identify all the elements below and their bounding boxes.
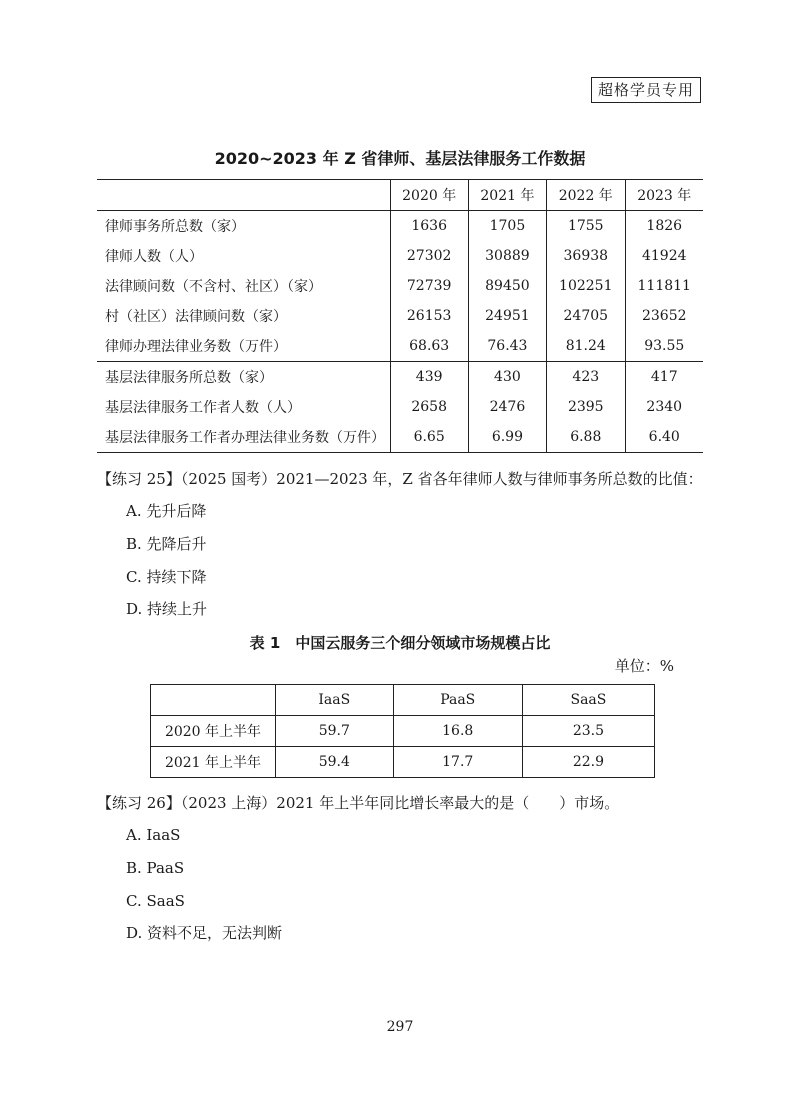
cell: 417 — [625, 362, 703, 393]
cell: 6.99 — [468, 422, 546, 453]
col-header: SaaS — [522, 685, 654, 716]
table1-title: 2020~2023 年 Z 省律师、基层法律服务工作数据 — [214, 149, 586, 168]
table-row — [97, 422, 703, 453]
cell: 22.9 — [522, 747, 654, 778]
cell: 1636 — [390, 211, 468, 242]
cell: 439 — [390, 362, 468, 393]
col-header: 2020 年 — [390, 180, 468, 211]
table-row — [97, 301, 703, 331]
cell: 24951 — [468, 301, 546, 331]
cell: 2658 — [390, 392, 468, 422]
cell: 6.40 — [625, 422, 703, 453]
cell: 81.24 — [547, 331, 625, 362]
table-row — [97, 241, 703, 271]
cell: 423 — [547, 362, 625, 393]
q26-option-c[interactable]: C. SaaS — [126, 892, 185, 910]
cell: 111811 — [625, 271, 703, 301]
row-label: 2021 年上半年 — [151, 747, 276, 778]
table-row — [97, 362, 703, 393]
cell: 102251 — [547, 271, 625, 301]
col-header: IaaS — [276, 685, 394, 716]
header-blank — [97, 180, 390, 211]
q26-option-a[interactable]: A. IaaS — [126, 826, 181, 844]
cell: 41924 — [625, 241, 703, 271]
header-blank — [151, 685, 276, 716]
cell: 430 — [468, 362, 546, 393]
table-row — [151, 716, 655, 747]
cell: 76.43 — [468, 331, 546, 362]
page-number: 297 — [386, 1019, 414, 1035]
cell: 59.7 — [276, 716, 394, 747]
col-header: 2022 年 — [547, 180, 625, 211]
row-label: 律师事务所总数（家） — [105, 219, 245, 235]
q25-option-a[interactable]: A. 先升后降 — [126, 502, 207, 520]
table-row — [97, 331, 703, 362]
cell: 1826 — [625, 211, 703, 242]
col-header: PaaS — [393, 685, 522, 716]
cell: 59.4 — [276, 747, 394, 778]
question-26-stem: 【练习 26】（2023 上海）2021 年上半年同比增长率最大的是（ ）市场。 — [97, 794, 620, 812]
row-label: 基层法律服务工作者办理法律业务数（万件） — [97, 422, 390, 453]
table-row — [151, 747, 655, 778]
cell: 2476 — [468, 392, 546, 422]
student-only-badge: 超格学员专用 — [591, 77, 701, 103]
cell: 1755 — [547, 211, 625, 242]
table-row — [97, 211, 703, 242]
cell: 26153 — [390, 301, 468, 331]
cell: 89450 — [468, 271, 546, 301]
table2-title: 表 1 中国云服务三个细分领域市场规模占比 — [249, 634, 551, 652]
col-header: 2023 年 — [625, 180, 703, 211]
table-header-row — [97, 180, 703, 211]
question-25-stem: 【练习 25】（2025 国考）2021—2023 年，Z 省各年律师人数与律师事务所总数的比值： — [97, 470, 703, 488]
row-label: 律师人数（人） — [105, 249, 203, 265]
cell: 24705 — [547, 301, 625, 331]
table2-unit: 单位：% — [614, 657, 674, 675]
row-label: 村（社区）法律顾问数（家） — [105, 309, 287, 325]
q25-option-b[interactable]: B. 先降后升 — [126, 535, 207, 553]
q26-option-d[interactable]: D. 资料不足，无法判断 — [126, 924, 283, 942]
row-label: 基层法律服务所总数（家） — [97, 362, 390, 393]
lawyer-data-table — [97, 179, 703, 453]
row-label: 基层法律服务工作者人数（人） — [105, 400, 301, 416]
table-row — [97, 392, 703, 422]
q26-option-b[interactable]: B. PaaS — [126, 859, 185, 877]
cell: 23652 — [625, 301, 703, 331]
col-header: 2021 年 — [468, 180, 546, 211]
cell: 1705 — [468, 211, 546, 242]
cell: 6.88 — [547, 422, 625, 453]
row-label: 2020 年上半年 — [151, 716, 276, 747]
row-label: 法律顾问数（不含村、社区）（家） — [105, 279, 322, 295]
table-row — [97, 271, 703, 301]
cell: 6.65 — [390, 422, 468, 453]
cell: 23.5 — [522, 716, 654, 747]
cell: 27302 — [390, 241, 468, 271]
cloud-share-table — [150, 684, 655, 778]
row-label: 律师办理法律业务数（万件） — [105, 339, 287, 355]
cell: 17.7 — [393, 747, 522, 778]
table-header-row — [151, 685, 655, 716]
cell: 68.63 — [390, 331, 468, 362]
q25-option-c[interactable]: C. 持续下降 — [126, 568, 207, 586]
cell: 2395 — [547, 392, 625, 422]
cell: 93.55 — [625, 331, 703, 362]
cell: 16.8 — [393, 716, 522, 747]
cell: 30889 — [468, 241, 546, 271]
cell: 36938 — [547, 241, 625, 271]
cell: 72739 — [390, 271, 468, 301]
cell: 2340 — [625, 392, 703, 422]
q25-option-d[interactable]: D. 持续上升 — [126, 600, 208, 618]
